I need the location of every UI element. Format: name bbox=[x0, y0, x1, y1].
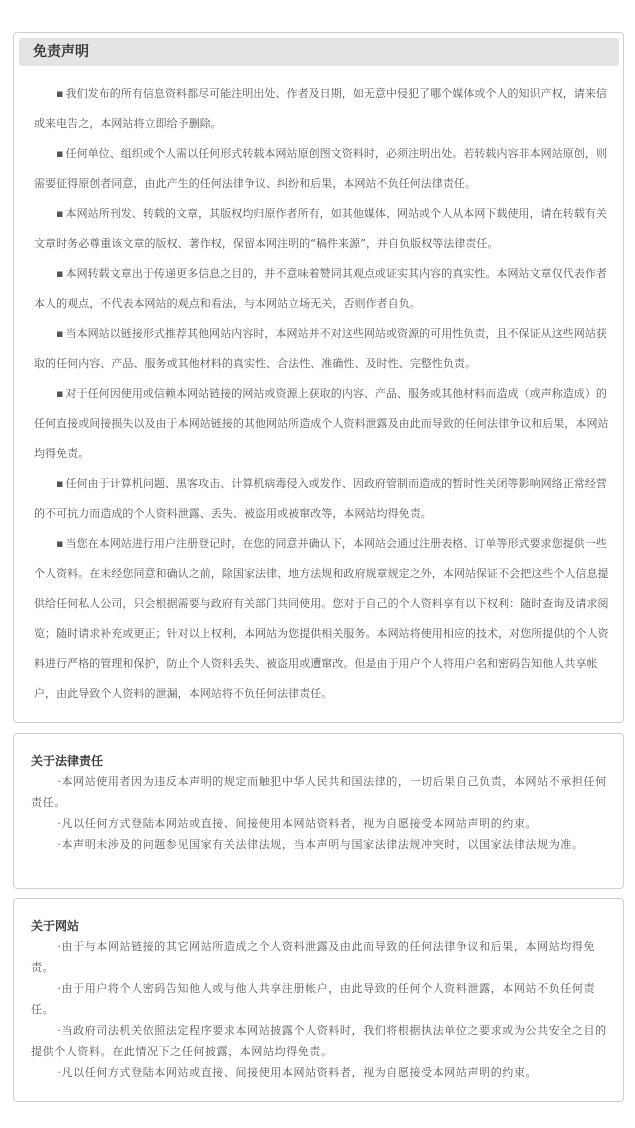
bullet-icon: · bbox=[57, 1024, 62, 1037]
disclaimer-title: 免责声明 bbox=[19, 38, 619, 66]
bullet-icon: ▪ bbox=[56, 387, 64, 400]
bullet-icon: ▪ bbox=[56, 147, 64, 160]
bullet-icon: · bbox=[57, 838, 62, 851]
disclaimer-paragraph: ▪ 当您在本网站进行用户注册登记时，在您的同意并确认下，本网站会通过注册表格、订单等形式要求您提供一些个人资料。在未经您同意和确认之前，除国家法律、地方法规和政府规章规定之外，本网站保证不会把这些个人信息提供给任何私人公司，只会根据需要与政府有关部门共同使用。您对于自己的个人资料享有以下权利：随时查询及请求阅览；随时请求补充或更正；针对以上权利，本网站为您提供相关服务。本网站将使用相应的技术，对您所提供的个人资料进行严格的管理和保护，防止个人资料丢失、被盗用或遭窜改。但是由于用户个人将用户名和密码告知他人共享帐户，由此导致个人资料的泄漏，本网站将不负任何法律责任。 bbox=[34, 537, 609, 700]
legal-body bbox=[14, 734, 623, 855]
site-paragraph: ·凡以任何方式登陆本网站或直接、间接使用本网站资料者，视为自愿接受本网站声明的约束。 bbox=[57, 1066, 538, 1079]
disclaimer-panel bbox=[13, 32, 624, 723]
disclaimer-paragraph: ▪ 任何由于计算机问题、黑客攻击、计算机病毒侵入或发作、因政府管制而造成的暂时性关闭等影响网络正常经营的不可抗力而造成的个人资料泄露、丢失、被盗用或被窜改等，本网站均得免责。 bbox=[34, 477, 607, 520]
bullet-icon: ▪ bbox=[56, 207, 64, 220]
site-paragraph: ·由于与本网站链接的其它网站所造成之个人资料泄露及由此而导致的任何法律争议和后果，本网站均得免责。 bbox=[31, 940, 596, 974]
bullet-icon: ▪ bbox=[56, 327, 64, 340]
site-paragraph: ·当政府司法机关依照法定程序要求本网站披露个人资料时，我们将根据执法单位之要求或为公共安全之目的提供个人资料。在此情况下之任何披露，本网站均得免责。 bbox=[31, 1024, 607, 1058]
site-paragraph: ·由于用户将个人密码告知他人或与他人共享注册帐户，由此导致的任何个人资料泄露，本网站不负任何责任。 bbox=[31, 982, 596, 1016]
disclaimer-paragraph: ▪ 本网站所刊发、转载的文章，其版权均归原作者所有，如其他媒体、网站或个人从本网下载使用，请在转载有关文章时务必尊重该文章的版权、著作权，保留本网注明的“稿件来源”，并自负版权等法律责任。 bbox=[34, 207, 607, 250]
bullet-icon: ▪ bbox=[56, 267, 64, 280]
legal-paragraph: ·本声明未涉及的问题参见国家有关法律法规，当本声明与国家法律法规冲突时，以国家法律法规为准。 bbox=[57, 838, 584, 851]
bullet-icon: ▪ bbox=[56, 537, 64, 550]
disclaimer-paragraph: ▪ 任何单位、组织或个人需以任何形式转载本网站原创图文资料时，必须注明出处。若转载内容非本网站原创，则需要征得原创者同意，由此产生的任何法律争议、纠纷和后果，本网站不负任何法律责任。 bbox=[34, 147, 607, 190]
disclaimer-paragraph: ▪ 我们发布的所有信息资料都尽可能注明出处、作者及日期，如无意中侵犯了哪个媒体或个人的知识产权，请来信或来电告之，本网站将立即给予删除。 bbox=[34, 87, 607, 130]
legal-responsibility-panel bbox=[13, 733, 624, 889]
disclaimer-body bbox=[14, 66, 623, 709]
bullet-icon: · bbox=[57, 940, 62, 953]
legal-paragraph: ·本网站使用者因为违反本声明的规定而触犯中华人民共和国法律的，一切后果自己负责，本网站不承担任何责任。 bbox=[31, 775, 607, 809]
disclaimer-paragraph: ▪ 对于任何因使用或信赖本网站链接的网站或资源上获取的内容、产品、服务或其他材料而造成（或声称造成）的任何直接或间接损失以及由于本网站链接的其他网站所造成个人资料泄露及由此而导致的任何法律争议和后果，本网站均得免责。 bbox=[34, 387, 609, 460]
disclaimer-paragraph: ▪ 本网转载文章出于传递更多信息之目的，并不意味着赞同其观点或证实其内容的真实性。本网站文章仅代表作者本人的观点，不代表本网站的观点和看法，与本网站立场无关，否则作者自负。 bbox=[34, 267, 607, 310]
legal-title: 关于法律责任 bbox=[31, 754, 104, 768]
about-site-panel bbox=[13, 898, 624, 1102]
site-body bbox=[14, 899, 623, 1083]
legal-paragraph: ·凡以任何方式登陆本网站或直接、间接使用本网站资料者，视为自愿接受本网站声明的约束。 bbox=[57, 817, 538, 830]
bullet-icon: ▪ bbox=[56, 477, 64, 490]
bullet-icon: · bbox=[57, 817, 62, 830]
site-title: 关于网站 bbox=[31, 919, 80, 933]
bullet-icon: ▪ bbox=[56, 87, 64, 100]
bullet-icon: · bbox=[57, 775, 62, 788]
bullet-icon: · bbox=[57, 982, 62, 995]
disclaimer-paragraph: ▪ 当本网站以链接形式推荐其他网站内容时，本网站并不对这些网站或资源的可用性负责，且不保证从这些网站获取的任何内容、产品、服务或其他材料的真实性、合法性、准确性、及时性、完整性负责。 bbox=[34, 327, 607, 370]
bullet-icon: · bbox=[57, 1066, 62, 1079]
